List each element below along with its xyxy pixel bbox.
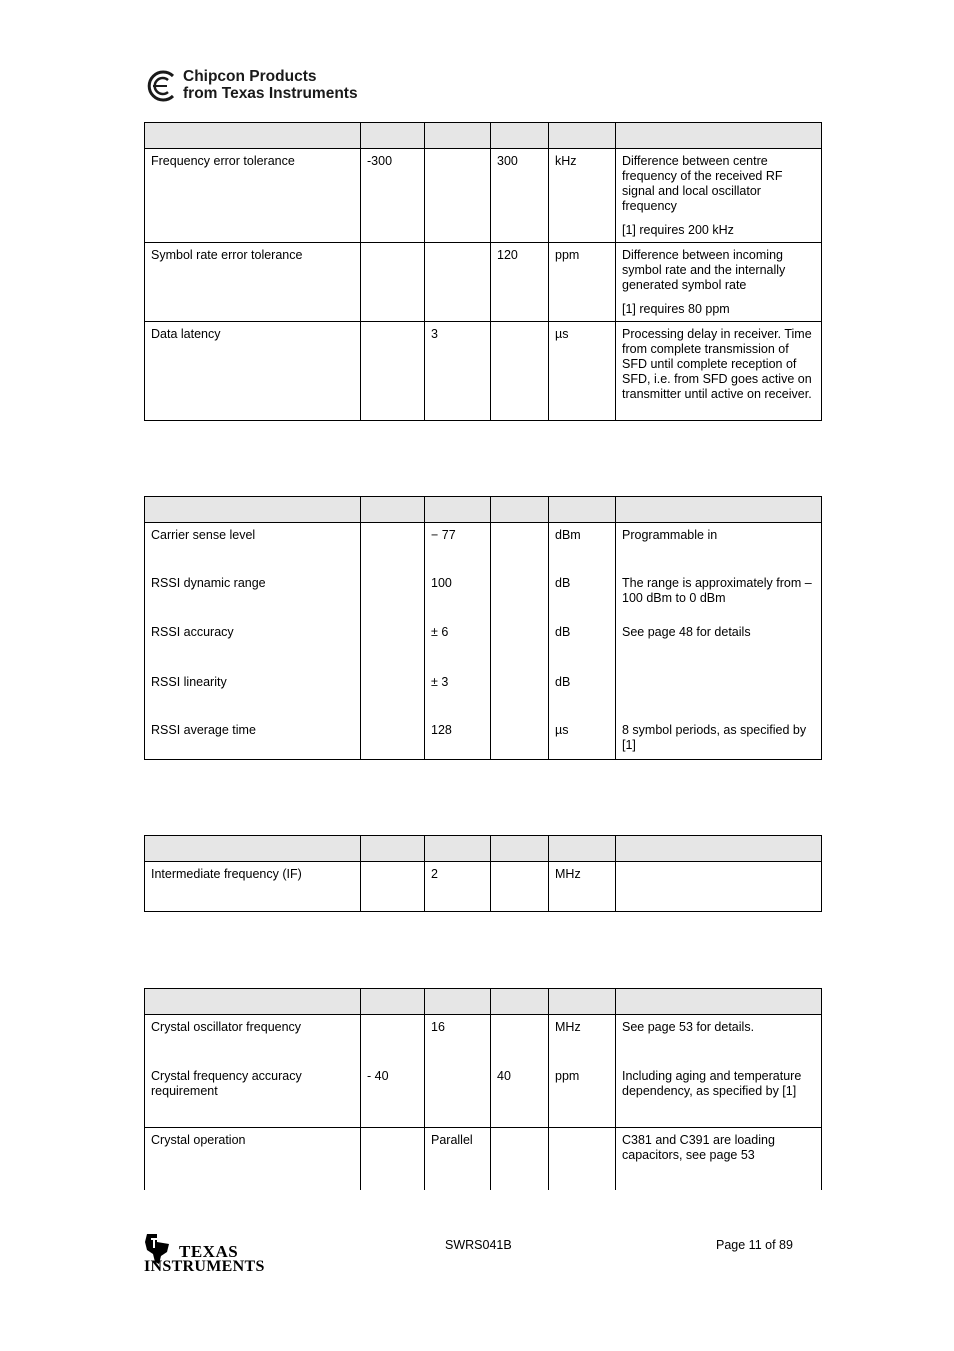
param-cell: RSSI average time	[145, 718, 361, 760]
condition-cell	[616, 149, 822, 243]
param-cell: RSSI accuracy	[145, 620, 361, 670]
min-cell: - 40	[361, 1064, 425, 1128]
unit-cell: dB	[549, 620, 616, 670]
table-row	[145, 862, 822, 912]
condition-cell: See page 53 for details.	[616, 1015, 822, 1064]
condition-cell: The range is approximately from –100 dBm to 0 dBm	[616, 571, 822, 620]
max-cell	[491, 1128, 549, 1190]
typ-cell: Parallel	[425, 1128, 491, 1190]
min-cell	[361, 1128, 425, 1190]
typ-cell: 100	[425, 571, 491, 620]
max-cell: 300	[491, 149, 549, 243]
typ-cell: ± 6	[425, 620, 491, 670]
typ-cell	[425, 1064, 491, 1128]
max-cell	[491, 322, 549, 421]
min-cell	[361, 1015, 425, 1064]
table-row	[145, 670, 822, 718]
logo-line-2: from Texas Instruments	[183, 85, 358, 102]
max-cell	[491, 571, 549, 620]
unit-cell: dB	[549, 571, 616, 620]
table-header-row	[145, 836, 822, 862]
param-cell: RSSI linearity	[145, 670, 361, 718]
chipcon-c-icon	[143, 68, 179, 104]
footer-doc-id: SWRS041B	[445, 1238, 512, 1252]
unit-cell: ppm	[549, 1064, 616, 1128]
min-cell	[361, 322, 425, 421]
typ-cell: 16	[425, 1015, 491, 1064]
condition-note: [1] requires 80 ppm	[622, 302, 730, 316]
unit-cell: dBm	[549, 523, 616, 571]
unit-cell: kHz	[549, 149, 616, 243]
min-cell: -300	[361, 149, 425, 243]
unit-cell: µs	[549, 322, 616, 421]
min-cell	[361, 862, 425, 912]
condition-text: Difference between centre frequency of the received RF signal and local oscillator frequency	[622, 154, 783, 213]
condition-text: Difference between incoming symbol rate and the internally generated symbol rate	[622, 248, 786, 292]
max-cell: 120	[491, 243, 549, 322]
min-cell	[361, 718, 425, 760]
min-cell	[361, 571, 425, 620]
table-header-row	[145, 989, 822, 1015]
min-cell	[361, 670, 425, 718]
param-cell: RSSI dynamic range	[145, 571, 361, 620]
condition-cell: C381 and C391 are loading capacitors, see page 53	[616, 1128, 822, 1190]
logo-line-1: Chipcon Products	[183, 68, 317, 85]
table-row	[145, 1015, 822, 1064]
param-cell: Data latency	[145, 322, 361, 421]
texas-instruments-logo	[143, 1232, 268, 1278]
condition-cell: Processing delay in receiver. Time from complete transmission of SFD until complete reception of SFD, i.e. from SFD goes active on transmitter until active on receiver.	[616, 322, 822, 421]
condition-cell	[616, 862, 822, 912]
table-row	[145, 149, 822, 243]
condition-cell	[616, 243, 822, 322]
condition-cell: 8 symbol periods, as specified by [1]	[616, 718, 822, 760]
spec-table-4	[144, 988, 822, 1190]
ti-logo-line-2: INSTRUMENTS	[144, 1258, 265, 1275]
max-cell: 40	[491, 1064, 549, 1128]
param-cell: Carrier sense level	[145, 523, 361, 571]
param-cell: Symbol rate error tolerance	[145, 243, 361, 322]
spec-table-2	[144, 496, 822, 760]
spec-table-3	[144, 835, 822, 912]
min-cell	[361, 523, 425, 571]
table-row	[145, 523, 822, 571]
condition-cell: See page 48 for details	[616, 620, 822, 670]
param-cell: Crystal operation	[145, 1128, 361, 1190]
unit-cell	[549, 1128, 616, 1190]
table-row	[145, 620, 822, 670]
footer-page-number: Page 11 of 89	[716, 1238, 793, 1252]
param-cell: Crystal oscillator frequency	[145, 1015, 361, 1064]
table-row	[145, 1128, 822, 1190]
typ-cell	[425, 243, 491, 322]
table-row	[145, 322, 822, 421]
spec-table-1	[144, 122, 822, 421]
table-row	[145, 1064, 822, 1128]
max-cell	[491, 718, 549, 760]
table-row	[145, 243, 822, 322]
table-header-row	[145, 497, 822, 523]
condition-cell: Programmable in	[616, 523, 822, 571]
condition-cell	[616, 670, 822, 718]
param-cell: Crystal frequency accuracy requirement	[145, 1064, 361, 1128]
typ-cell: − 77	[425, 523, 491, 571]
max-cell	[491, 523, 549, 571]
condition-cell: Including aging and temperature dependency, as specified by [1]	[616, 1064, 822, 1128]
typ-cell: 128	[425, 718, 491, 760]
min-cell	[361, 243, 425, 322]
ti-logo-line-1: TEXAS	[179, 1242, 239, 1261]
unit-cell: MHz	[549, 1015, 616, 1064]
table-row	[145, 718, 822, 760]
param-cell: Frequency error tolerance	[145, 149, 361, 243]
max-cell	[491, 1015, 549, 1064]
unit-cell: µs	[549, 718, 616, 760]
unit-cell: dB	[549, 670, 616, 718]
typ-cell	[425, 149, 491, 243]
unit-cell: ppm	[549, 243, 616, 322]
min-cell	[361, 620, 425, 670]
table-row	[145, 571, 822, 620]
unit-cell: MHz	[549, 862, 616, 912]
typ-cell: 2	[425, 862, 491, 912]
max-cell	[491, 862, 549, 912]
param-cell: Intermediate frequency (IF)	[145, 862, 361, 912]
chipcon-logo-text	[183, 68, 358, 102]
table-header-row	[145, 123, 822, 149]
typ-cell: 3	[425, 322, 491, 421]
typ-cell: ± 3	[425, 670, 491, 718]
max-cell	[491, 670, 549, 718]
chipcon-logo	[143, 68, 403, 104]
condition-note: [1] requires 200 kHz	[622, 223, 734, 237]
max-cell	[491, 620, 549, 670]
